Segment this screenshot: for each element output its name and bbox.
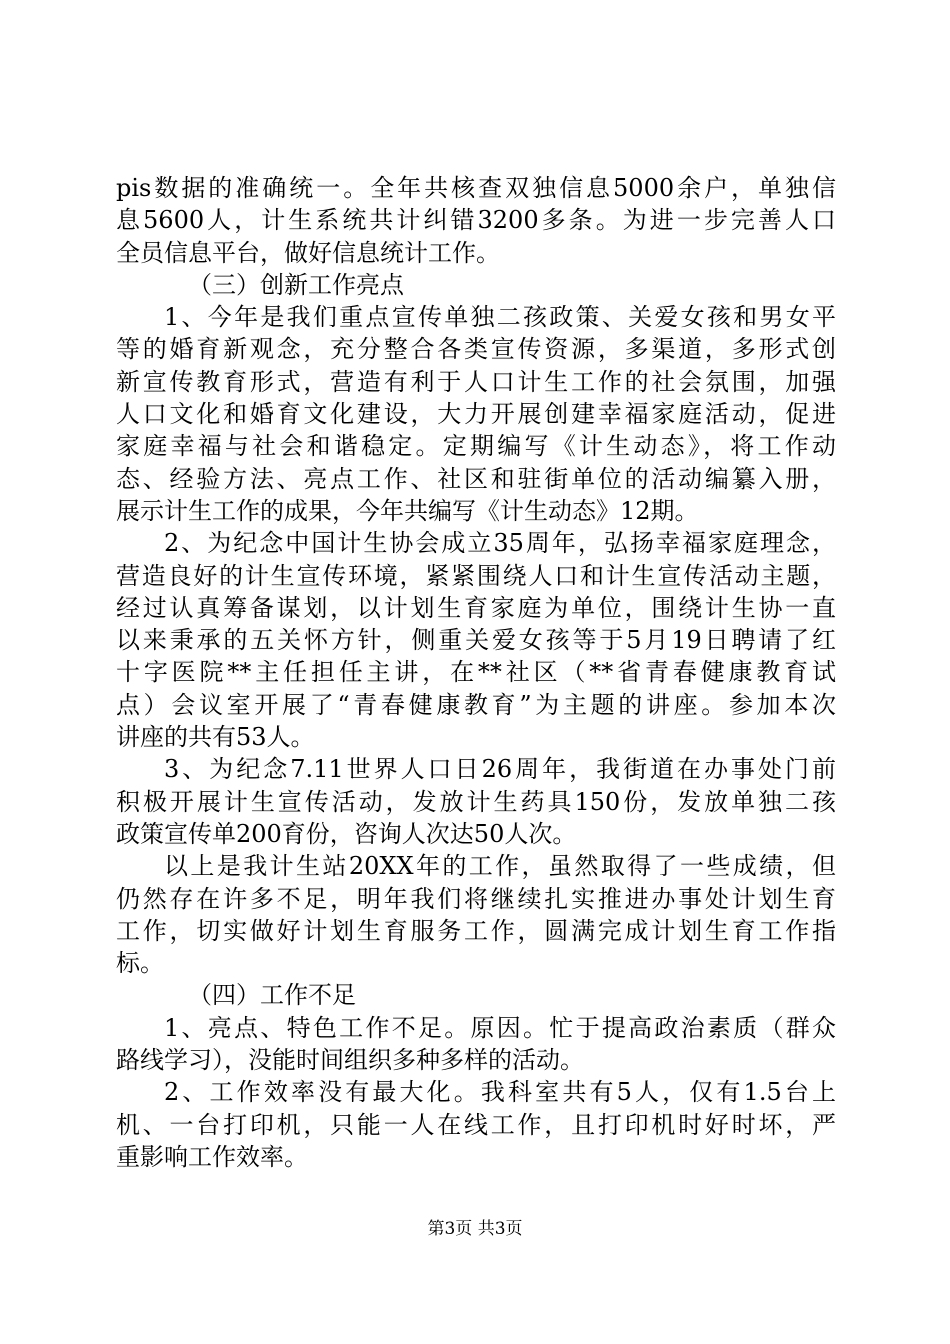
text-line: 经过认真筹备谋划，以计划生育家庭为单位，围绕计生协一直 xyxy=(116,593,836,622)
text-line: 点）会议室开展了“青春健康教育”为主题的讲座。参加本次 xyxy=(116,690,836,719)
text-line: 态、经验方法、亮点工作、社区和驻街单位的活动编纂入册， xyxy=(116,464,836,493)
text-line: 重影响工作效率。 xyxy=(116,1142,308,1171)
text-line: 工作，切实做好计划生育服务工作，圆满完成计划生育工作指 xyxy=(116,916,836,945)
text-line: 路线学习），没能时间组织多种多样的活动。 xyxy=(116,1046,584,1075)
text-line: 1、亮点、特色工作不足。原因。忙于提高政治素质（群众 xyxy=(164,1013,836,1042)
text-line: 家庭幸福与社会和谐稳定。定期编写《计生动态》，将工作动 xyxy=(116,432,836,461)
text-line: 3、为纪念7.11世界人口日26周年，我街道在办事处门前 xyxy=(164,755,836,784)
text-line: 标。 xyxy=(116,949,164,978)
text-line: 机、一台打印机，只能一人在线工作，且打印机时好时坏，严 xyxy=(116,1110,836,1139)
text-line: 1、今年是我们重点宣传单独二孩政策、关爱女孩和男女平 xyxy=(164,303,836,332)
text-line: 积极开展计生宣传活动，发放计生药具150份，发放单独二孩 xyxy=(116,787,836,816)
text-line: 2、为纪念中国计生协会成立35周年，弘扬幸福家庭理念， xyxy=(164,529,836,558)
text-line: 息5600人，计生系统共计纠错3200多条。为进一步完善人口 xyxy=(116,206,836,235)
text-line: 新宣传教育形式，营造有利于人口计生工作的社会氛围，加强 xyxy=(116,367,836,396)
text-line: 等的婚育新观念，充分整合各类宣传资源，多渠道，多形式创 xyxy=(116,335,836,364)
text-line: 营造良好的计生宣传环境，紧紧围绕人口和计生宣传活动主题， xyxy=(116,561,836,590)
document-body xyxy=(116,172,836,1173)
text-line: pis数据的准确统一。全年共核查双独信息5000余户，单独信 xyxy=(116,174,836,202)
text-line: 展示计生工作的成果，今年共编写《计生动态》12期。 xyxy=(116,496,699,525)
page-footer: 第3页 共3页 xyxy=(427,1219,523,1239)
text-line: 人口文化和婚育文化建设，大力开展创建幸福家庭活动，促进 xyxy=(116,400,836,429)
text-line: 以来秉承的五关怀方针，侧重关爱女孩等于5月19日聘请了红 xyxy=(116,626,836,655)
text-line: 以上是我计生站20XX年的工作，虽然取得了一些成绩，但 xyxy=(164,852,836,881)
section-heading: （四）工作不足 xyxy=(188,981,356,1010)
text-line: 2、工作效率没有最大化。我科室共有5人，仅有1.5台上 xyxy=(164,1078,836,1107)
text-line: 讲座的共有53人。 xyxy=(116,723,315,752)
text-line: 仍然存在许多不足，明年我们将继续扎实推进办事处计划生育 xyxy=(116,884,836,913)
text-line: 全员信息平台，做好信息统计工作。 xyxy=(116,238,500,267)
text-line: 十字医院**主任担任主讲，在**社区（**省青春健康教育试 xyxy=(116,658,836,687)
text-line: 政策宣传单200育份，咨询人次达50人次。 xyxy=(116,819,577,848)
section-heading: （三）创新工作亮点 xyxy=(188,270,404,299)
